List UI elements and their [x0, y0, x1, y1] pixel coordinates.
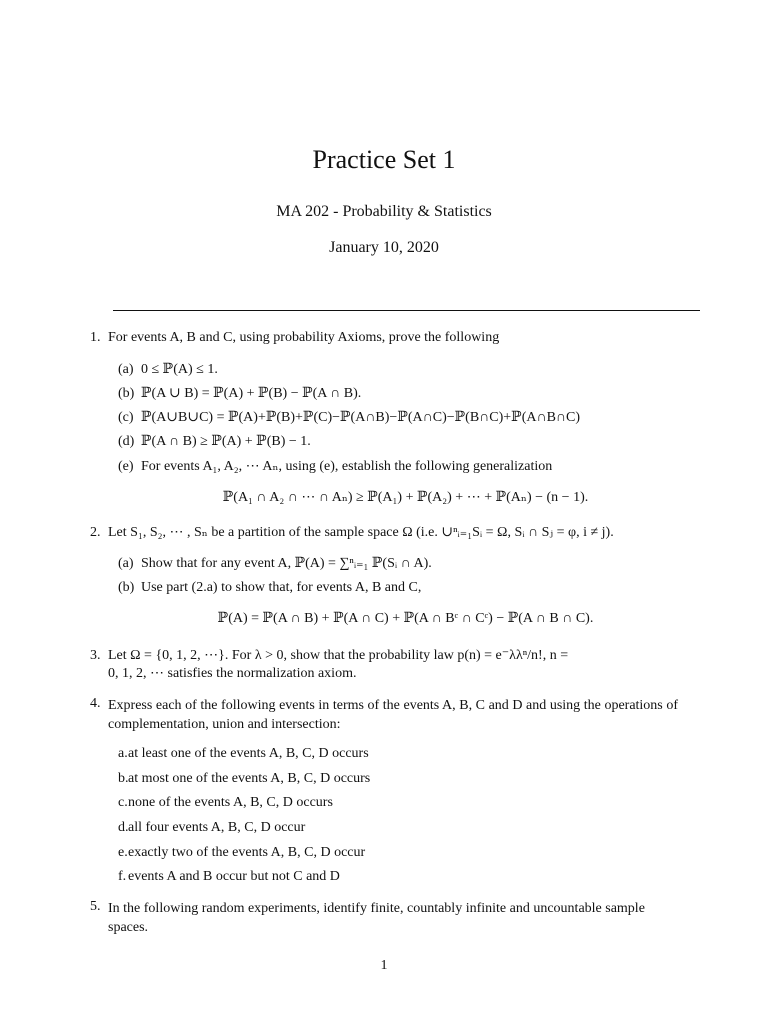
part-label: b.: [118, 771, 129, 786]
horizontal-rule: [113, 310, 700, 311]
part-label: (a): [118, 556, 134, 571]
problem-text-line2: 0, 1, 2, ⋯ satisfies the normalization axiom.: [108, 666, 357, 681]
part-label: (e): [118, 459, 134, 474]
part-label: f.: [118, 869, 127, 884]
part-label: (c): [118, 410, 134, 425]
part-label: e.: [118, 845, 128, 860]
display-equation: ℙ(A₁ ∩ A₂ ∩ ⋯ ∩ Aₙ) ≥ ℙ(A₁) + ℙ(A₂) + ⋯ + ℙ(Aₙ) − (n − 1).: [222, 490, 589, 505]
part-text: exactly two of the events A, B, C, D occur: [128, 845, 366, 860]
course-name: MA 202 - Probability & Statistics: [276, 203, 492, 220]
part-text: none of the events A, B, C, D occurs: [128, 795, 333, 810]
problem-text-line1: Let Ω = {0, 1, 2, ⋯}. For λ > 0, show that the probability law p(n) = e⁻λλⁿ/n!, n =: [108, 648, 569, 663]
part-label: a.: [118, 746, 128, 761]
part-label: c.: [118, 795, 128, 810]
problem-number: 5.: [90, 899, 101, 914]
page-number: 1: [380, 958, 388, 973]
problem-text: For events A, B and C, using probability Axioms, prove the following: [108, 330, 500, 345]
part-label: (b): [118, 580, 135, 595]
part-text: ℙ(A∪B∪C) = ℙ(A)+ℙ(B)+ℙ(C)−ℙ(A∩B)−ℙ(A∩C)−ℙ(B∩C)+ℙ(A∩B∩C): [141, 410, 581, 425]
problem-number: 2.: [90, 525, 101, 540]
problem-number: 3.: [90, 648, 101, 663]
part-text: Show that for any event A, ℙ(A) = ∑ⁿᵢ₌₁ ℙ(Sᵢ ∩ A).: [141, 556, 432, 571]
display-equation: ℙ(A) = ℙ(A ∩ B) + ℙ(A ∩ C) + ℙ(A ∩ Bᶜ ∩ Cᶜ) − ℙ(A ∩ B ∩ C).: [217, 611, 594, 626]
part-text: Use part (2.a) to show that, for events A, B and C,: [141, 580, 422, 595]
part-label: d.: [118, 820, 129, 835]
part-label: (d): [118, 434, 135, 449]
problem-text: In the following random experiments, identify finite, countably infinite and uncountable sample spaces.: [108, 901, 645, 935]
problem-number: 4.: [90, 696, 101, 711]
part-text: all four events A, B, C, D occur: [128, 820, 306, 835]
problem-number: 1.: [90, 330, 101, 345]
part-text: ℙ(A ∪ B) = ℙ(A) + ℙ(B) − ℙ(A ∩ B).: [141, 386, 362, 401]
document-date: January 10, 2020: [329, 239, 439, 256]
part-text: 0 ≤ ℙ(A) ≤ 1.: [141, 362, 218, 377]
part-label: (a): [118, 362, 134, 377]
part-text: ℙ(A ∩ B) ≥ ℙ(A) + ℙ(B) − 1.: [141, 434, 311, 449]
part-text: at least one of the events A, B, C, D occurs: [128, 746, 369, 761]
part-text: at most one of the events A, B, C, D occurs: [128, 771, 371, 786]
problem-text: Let S₁, S₂, ⋯ , Sₙ be a partition of the sample space Ω (i.e. ∪ⁿᵢ₌₁Sᵢ = Ω, Sᵢ ∩ Sⱼ = φ, i ≠ j).: [108, 525, 614, 540]
problem-text: Express each of the following events in terms of the events A, B, C and D and using the operations of complementation, union and intersection:: [108, 698, 678, 732]
part-text: For events A₁, A₂, ⋯ Aₙ, using (e), establish the following generalization: [141, 459, 553, 474]
part-label: (b): [118, 386, 135, 401]
part-text: events A and B occur but not C and D: [128, 869, 340, 884]
page-title: Practice Set 1: [312, 145, 456, 174]
